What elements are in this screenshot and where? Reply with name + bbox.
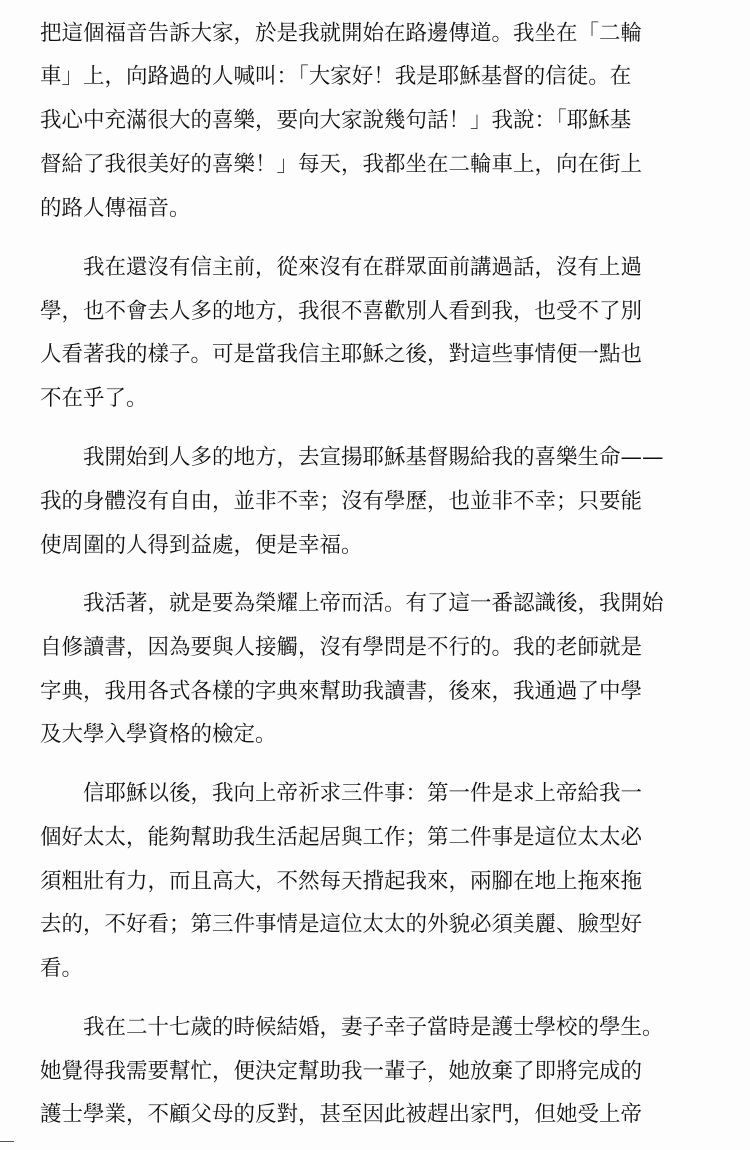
text-line: 我開始到人多的地方，去宣揚耶穌基督賜給我的喜樂生命—— xyxy=(83,445,664,470)
text-line: 信耶穌以後，我向上帝祈求三件事：第一件是求上帝給我一 xyxy=(83,781,643,806)
text-line: 學，也不會去人多的地方，我很不喜歡別人看到我，也受不了別 xyxy=(40,299,643,324)
text-line: 不在乎了。 xyxy=(40,386,148,411)
text-line: 人看著我的樣子。可是當我信主耶穌之後，對這些事情便一點也 xyxy=(40,342,643,367)
text-line: 自修讀書，因為要與人接觸，沒有學問是不行的。我的老師就是 xyxy=(40,635,643,660)
text-line: 使周圍的人得到益處，便是幸福。 xyxy=(40,533,363,558)
text-line: 把這個福音告訴大家，於是我就開始在路邊傳道。我坐在「二輪 xyxy=(40,21,643,46)
text-line: 去的，不好看；第三件事情是這位太太的外貌必須美麗、臉型好 xyxy=(40,912,643,937)
text-line: 護士學業，不顧父母的反對，甚至因此被趕出家門，但她受上帝 xyxy=(40,1102,643,1127)
text-line: 個好太太，能夠幫助我生活起居與工作；第二件事是這位太太必 xyxy=(40,825,643,850)
text-line: 她覺得我需要幫忙，便決定幫助我一輩子，她放棄了即將完成的 xyxy=(40,1059,643,1084)
text-line: 我心中充滿很大的喜樂，要向大家說幾句話！」我說：「耶穌基 xyxy=(40,108,632,133)
text-line: 須粗壯有力，而且高大，不然每天揹起我來，兩腳在地上拖來拖 xyxy=(40,869,643,894)
text-line: 及大學入學資格的檢定。 xyxy=(40,722,277,747)
scan-edge-mark xyxy=(0,1141,14,1142)
text-line: 我的身體沒有自由，並非不幸；沒有學歷，也並非不幸；只要能 xyxy=(40,489,643,514)
text-line: 我在還沒有信主前，從來沒有在群眾面前講過話，沒有上過 xyxy=(83,255,643,280)
text-line: 看。 xyxy=(40,956,84,981)
text-line: 我活著，就是要為榮耀上帝而活。有了這一番認識後，我開始 xyxy=(83,591,664,616)
text-line: 我在二十七歲的時候結婚，妻子幸子當時是護士學校的學生。 xyxy=(83,1015,664,1040)
text-line: 字典，我用各式各樣的字典來幫助我讀書，後來，我通過了中學 xyxy=(40,679,643,704)
text-line: 督給了我很美好的喜樂！」每天，我都坐在二輪車上，向在街上 xyxy=(40,152,643,177)
text-line: 車」上，向路過的人喊叫：「大家好！我是耶穌基督的信徒。在 xyxy=(40,64,632,89)
text-line: 的路人傳福音。 xyxy=(40,196,191,221)
